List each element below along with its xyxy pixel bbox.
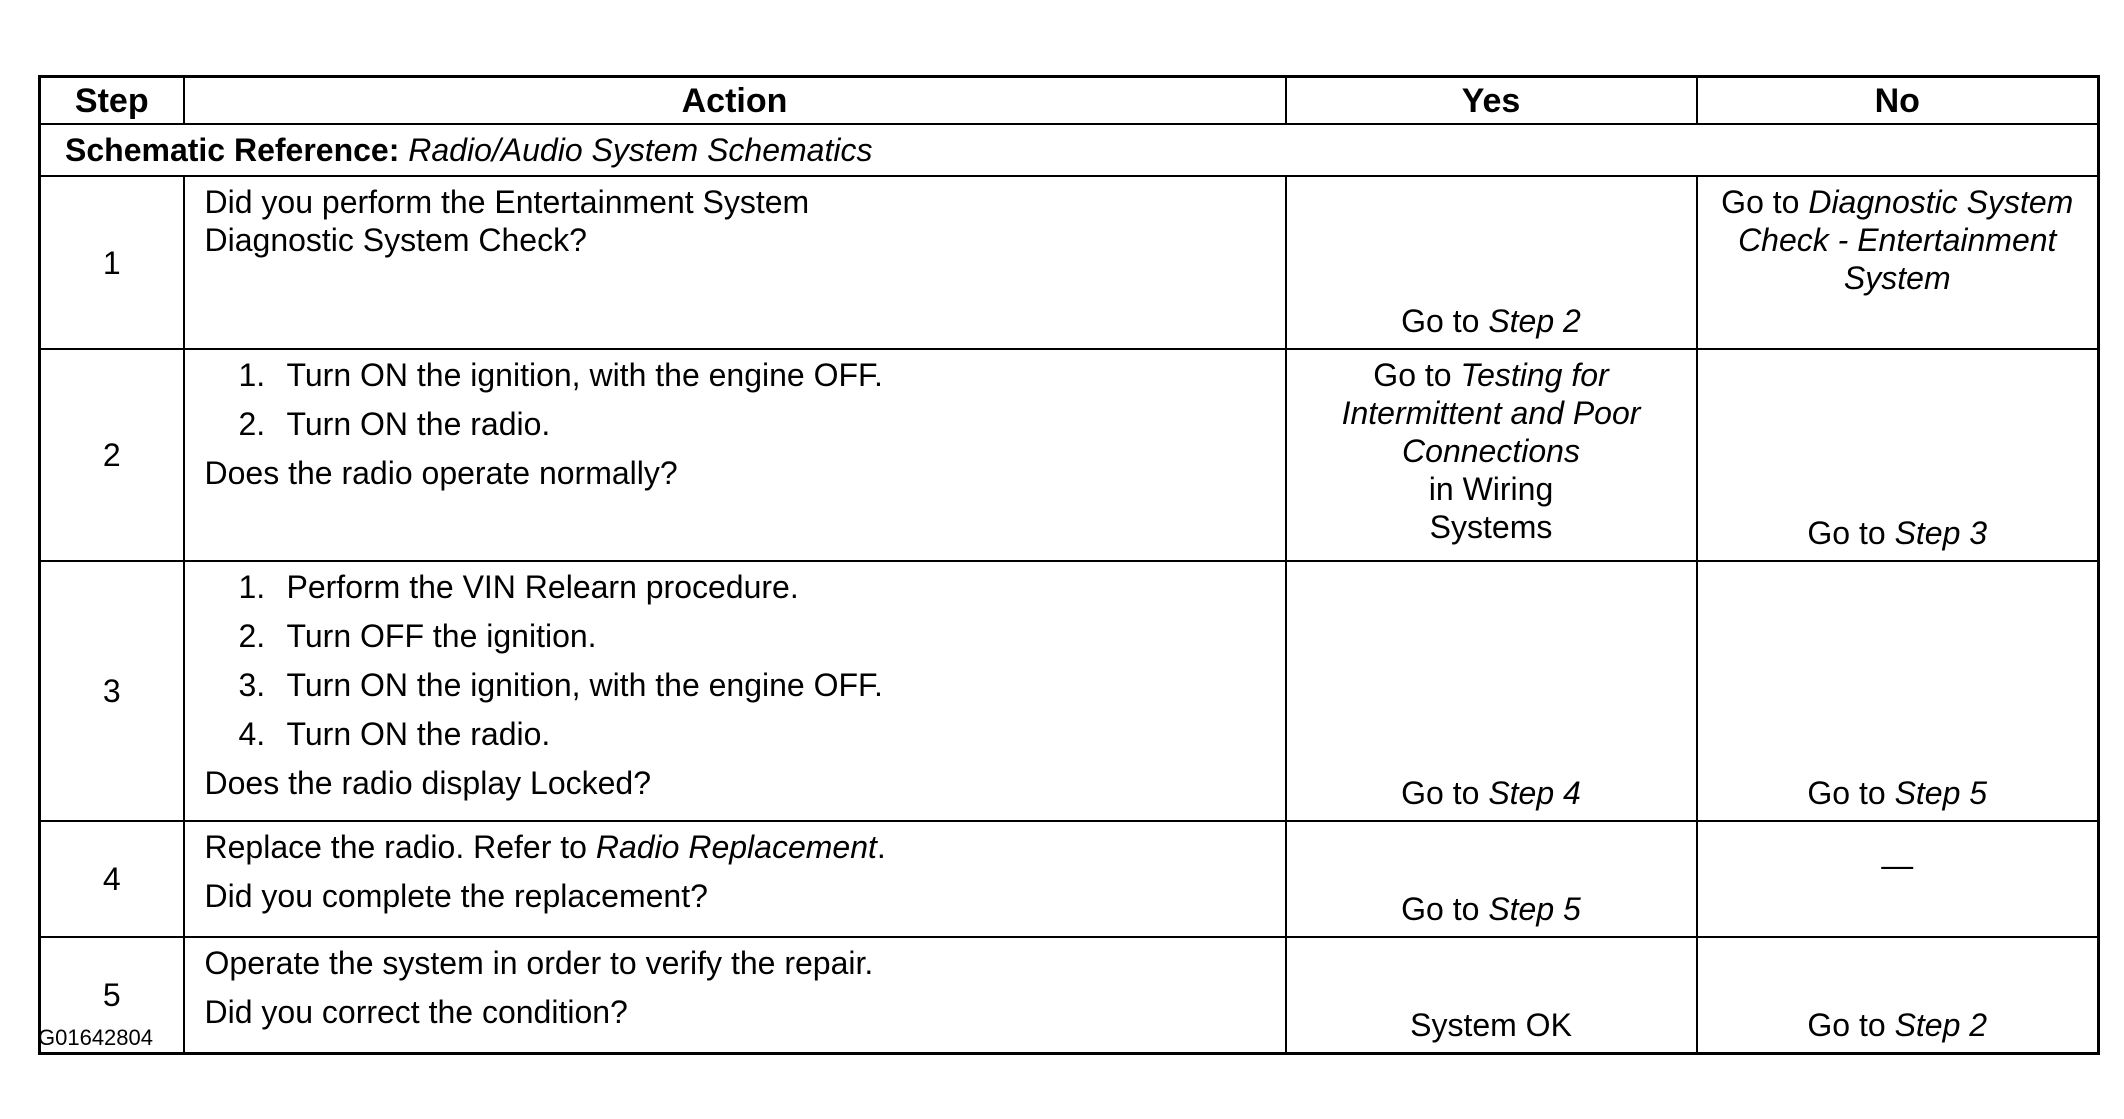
header-action: Action [184, 77, 1286, 125]
action-numbered-item [205, 715, 1275, 753]
yes-cell [1286, 176, 1697, 349]
action-numbered-item [205, 568, 1275, 606]
action-text: Operate the system in order to verify the repair. [204, 945, 874, 981]
step-number: 1 [40, 176, 184, 349]
header-row [40, 77, 2099, 125]
item-text: Turn ON the radio. [286, 406, 551, 442]
action-question: Did you complete the replacement? [204, 878, 708, 914]
table-row [40, 176, 2099, 349]
header-no: No [1697, 77, 2099, 125]
no-prefix: Go to [1807, 515, 1895, 551]
action-text [205, 828, 1275, 866]
yes-link[interactable]: Step 4 [1488, 775, 1581, 811]
action-numbered-item [205, 405, 1275, 443]
yes-suffix: in Wiring Systems [1428, 471, 1554, 545]
yes-cell [1286, 821, 1697, 937]
action-cell [184, 821, 1286, 937]
yes-cell [1286, 937, 1697, 1054]
no-prefix: Go to [1807, 775, 1895, 811]
no-dash: — [1881, 847, 1914, 883]
action-text: Did you perform the Entertainment System Diagnostic System Check? [204, 184, 810, 258]
yes-link[interactable]: Testing for Intermittent and Poor Connections [1341, 357, 1641, 469]
action-cell [184, 349, 1286, 561]
item-text: Turn OFF the ignition. [286, 618, 597, 654]
action-question: Does the radio display Locked? [204, 765, 651, 801]
yes-link[interactable]: Step 2 [1488, 303, 1581, 339]
item-number: 2. [238, 406, 266, 442]
step-number: 5 [40, 937, 184, 1054]
table-row [40, 821, 2099, 937]
schematic-reference-link[interactable]: Radio/Audio System Schematics [408, 132, 873, 168]
yes-prefix: Go to [1373, 357, 1461, 393]
action-cell [184, 937, 1286, 1054]
action-numbered-item [205, 356, 1275, 394]
item-text: Perform the VIN Relearn procedure. [286, 569, 799, 605]
diagnostic-table [38, 75, 2100, 1055]
header-step: Step [40, 77, 184, 125]
item-number: 1. [238, 569, 266, 605]
schematic-reference-row [40, 124, 2099, 176]
yes-prefix: Go to [1401, 891, 1489, 927]
step-number: 4 [40, 821, 184, 937]
figure-id: G01642804 [38, 1025, 153, 1050]
item-text: Turn ON the ignition, with the engine OFF. [286, 667, 883, 703]
yes-link[interactable]: Step 5 [1488, 891, 1581, 927]
yes-prefix: Go to [1401, 303, 1489, 339]
no-cell [1697, 561, 2099, 821]
no-cell [1697, 349, 2099, 561]
item-number: 2. [238, 618, 266, 654]
action-numbered-item [205, 617, 1275, 655]
table-row [40, 937, 2099, 1054]
no-cell [1697, 937, 2099, 1054]
no-link[interactable]: Diagnostic System Check - Entertainment System [1738, 184, 2074, 296]
table-row [40, 561, 2099, 821]
action-cell [184, 176, 1286, 349]
action-numbered-item [205, 666, 1275, 704]
action-cell [184, 561, 1286, 821]
yes-prefix: Go to [1401, 775, 1489, 811]
action-text-suffix: . [876, 829, 886, 865]
step-number: 2 [40, 349, 184, 561]
item-text: Turn ON the radio. [286, 716, 551, 752]
table-row [40, 349, 2099, 561]
no-cell [1697, 821, 2099, 937]
action-question: Does the radio operate normally? [204, 455, 678, 491]
header-yes: Yes [1286, 77, 1697, 125]
item-number: 4. [238, 716, 266, 752]
action-text-prefix: Replace the radio. Refer to [204, 829, 596, 865]
schematic-reference-label: Schematic Reference: [65, 132, 400, 168]
item-number: 1. [238, 357, 266, 393]
action-link[interactable]: Radio Replacement [595, 829, 877, 865]
yes-cell [1286, 561, 1697, 821]
no-link[interactable]: Step 3 [1894, 515, 1988, 551]
schematic-reference-cell [40, 124, 2099, 176]
action-question: Did you correct the condition? [204, 994, 628, 1030]
no-cell [1697, 176, 2099, 349]
item-text: Turn ON the ignition, with the engine OFF. [286, 357, 883, 393]
no-link[interactable]: Step 2 [1894, 1007, 1988, 1043]
yes-cell [1286, 349, 1697, 561]
no-link[interactable]: Step 5 [1894, 775, 1988, 811]
no-prefix: Go to [1807, 1007, 1895, 1043]
yes-text: System OK [1410, 1007, 1572, 1043]
no-prefix: Go to [1721, 184, 1809, 220]
item-number: 3. [238, 667, 266, 703]
step-number: 3 [40, 561, 184, 821]
